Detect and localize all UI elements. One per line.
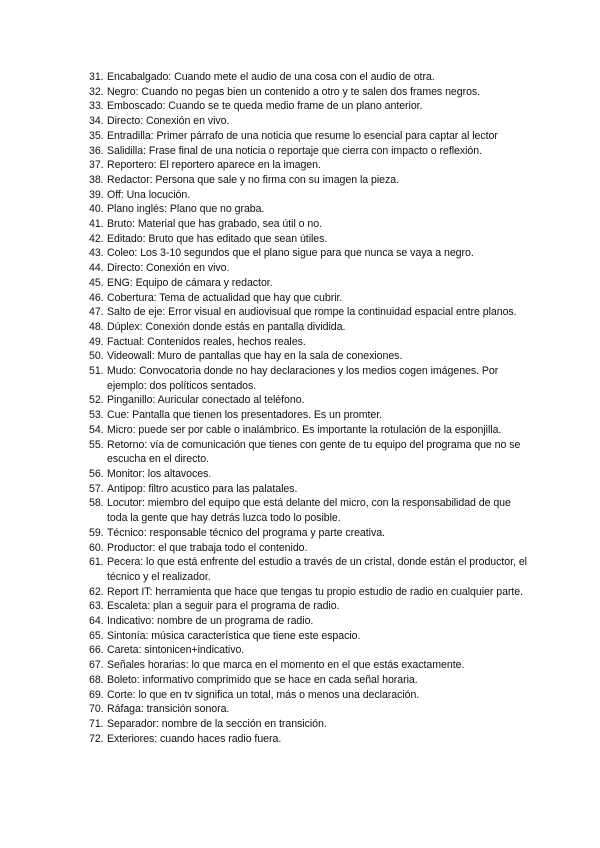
item-text: Señales horarias: lo que marca en el momento en el que estás exactamente.: [107, 659, 465, 672]
item-number: 44.: [89, 262, 104, 275]
list-item: [89, 320, 529, 335]
item-number: 69.: [89, 688, 104, 701]
item-text: Boleto: informativo comprimido que se hace en cada señal horaria.: [107, 673, 418, 686]
list-item: [89, 129, 529, 144]
item-number: 34.: [89, 115, 104, 128]
item-text: Entradilla: Primer párrafo de una noticia que resume lo esencial para captar al lector: [107, 129, 498, 142]
list-item: [89, 85, 529, 100]
item-text: ENG: Equipo de cámara y redactor.: [107, 276, 273, 289]
item-text: Factual: Contenidos reales, hechos reales.: [107, 335, 306, 348]
item-text: Cue: Pantalla que tienen los presentadores. Es un promter.: [107, 409, 383, 422]
item-number: 53.: [89, 409, 104, 422]
item-text: Pecera: lo que está enfrente del estudio a través de un cristal, donde están el productor, el técnico y el realizador.: [107, 556, 527, 583]
item-text: Escaleta: plan a seguir para el programa de radio.: [107, 600, 340, 613]
item-number: 37.: [89, 159, 104, 172]
item-text: Plano inglés: Plano que no graba.: [107, 203, 265, 216]
item-text: Editado: Bruto que has editado que sean útiles.: [107, 232, 328, 245]
list-item: [89, 364, 529, 393]
list-item: [89, 173, 529, 188]
list-item: [89, 305, 529, 320]
item-text: Técnico: responsable técnico del programa y parte creativa.: [107, 526, 385, 539]
list-item: [89, 599, 529, 614]
list-item: [89, 276, 529, 291]
item-number: 33.: [89, 100, 104, 113]
item-number: 64.: [89, 615, 104, 628]
list-item: [89, 99, 529, 114]
list-item: [89, 732, 529, 747]
item-number: 60.: [89, 541, 104, 554]
item-text: Encabalgado: Cuando mete el audio de una cosa con el audio de otra.: [107, 71, 435, 83]
item-number: 67.: [89, 659, 104, 672]
item-number: 59.: [89, 526, 104, 539]
item-number: 36.: [89, 144, 104, 157]
list-item: [89, 335, 529, 350]
list-item: [89, 482, 529, 497]
list-item: [89, 438, 529, 467]
list-item: [89, 423, 529, 438]
item-text: Reportero: El reportero aparece en la imagen.: [107, 159, 321, 172]
list-item: [89, 467, 529, 482]
item-number: 31.: [89, 71, 104, 83]
list-item: [89, 70, 529, 85]
list-item: [89, 526, 529, 541]
item-number: 49.: [89, 335, 104, 348]
item-number: 43.: [89, 247, 104, 260]
list-item: [89, 688, 529, 703]
item-text: Redactor: Persona que sale y no firma con su imagen la pieza.: [107, 173, 399, 186]
list-item: [89, 261, 529, 276]
item-number: 57.: [89, 482, 104, 495]
item-text: Salidilla: Frase final de una noticia o reportaje que cierra con impacto o reflexión.: [107, 144, 482, 157]
item-text: Separador: nombre de la sección en transición.: [107, 717, 327, 730]
item-text: Pinganillo: Auricular conectado al teléfono.: [107, 394, 305, 407]
list-item: [89, 614, 529, 629]
item-number: 39.: [89, 188, 104, 201]
list-item: [89, 408, 529, 423]
item-text: Exteriores: cuando haces radio fuera.: [107, 732, 282, 745]
item-number: 35.: [89, 129, 104, 142]
item-text: Emboscado: Cuando se te queda medio frame de un plano anterior.: [107, 100, 423, 113]
item-text: Mudo: Convocatoria donde no hay declaraciones y los medios cogen imágenes. Por ejemplo: dos políticos sentados.: [107, 365, 499, 392]
item-text: Videowall: Muro de pantallas que hay en la sala de conexiones.: [107, 350, 403, 363]
item-number: 32.: [89, 85, 104, 98]
item-text: Salto de eje: Error visual en audiovisual que rompe la continuidad espacial entre planos.: [107, 306, 517, 319]
item-number: 52.: [89, 394, 104, 407]
list-item: [89, 188, 529, 203]
item-text: Careta: sintonicen+indicativo.: [107, 644, 245, 657]
item-text: Report IT: herramienta que hace que tengas tu propio estudio de radio en cualquier parte.: [107, 585, 524, 598]
item-number: 65.: [89, 629, 104, 642]
item-number: 46.: [89, 291, 104, 304]
item-text: Directo: Conexión en vivo.: [107, 115, 230, 128]
glossary-list: [89, 70, 529, 746]
list-item: [89, 496, 529, 525]
list-item: [89, 349, 529, 364]
list-item: [89, 629, 529, 644]
list-item: [89, 291, 529, 306]
item-number: 54.: [89, 423, 104, 436]
list-item: [89, 717, 529, 732]
item-text: Negro: Cuando no pegas bien un contenido a otro y te salen dos frames negros.: [107, 85, 481, 98]
list-item: [89, 673, 529, 688]
item-number: 62.: [89, 585, 104, 598]
item-text: Retorno: vía de comunicación que tienes con gente de tu equipo del programa que no se escucha en el directo.: [107, 438, 521, 466]
item-text: Locutor: miembro del equipo que está delante del micro, con la responsabilidad de que toda la gente que hay detrás luzca todo lo posible.: [107, 497, 511, 525]
item-number: 55.: [89, 438, 104, 451]
list-item: [89, 658, 529, 673]
item-number: 38.: [89, 173, 104, 186]
item-text: Monitor: los altavoces.: [107, 467, 212, 480]
item-number: 68.: [89, 673, 104, 686]
list-item: [89, 114, 529, 129]
list-item: [89, 217, 529, 232]
item-number: 51.: [89, 365, 104, 378]
list-item: [89, 144, 529, 159]
item-text: Off: Una locución.: [107, 188, 191, 201]
list-item: [89, 246, 529, 261]
item-number: 47.: [89, 306, 104, 319]
item-text: Coleo: Los 3-10 segundos que el plano sigue para que nunca se vaya a negro.: [107, 247, 474, 260]
item-text: Cobertura: Tema de actualidad que hay que cubrir.: [107, 291, 343, 304]
item-text: Directo: Conexión en vivo.: [107, 262, 230, 275]
item-number: 58.: [89, 497, 104, 510]
item-text: Antipop: filtro acustico para las palatales.: [107, 482, 298, 495]
item-text: Sintonía: música característica que tiene este espacio.: [107, 629, 361, 642]
item-number: 50.: [89, 350, 104, 363]
item-number: 71.: [89, 717, 104, 730]
item-text: Bruto: Material que has grabado, sea útil o no.: [107, 218, 322, 231]
list-item: [89, 643, 529, 658]
list-item: [89, 202, 529, 217]
item-number: 72.: [89, 732, 104, 745]
list-item: [89, 555, 529, 584]
item-number: 66.: [89, 644, 104, 657]
item-text: Ráfaga: transición sonora.: [107, 703, 230, 716]
list-item: [89, 232, 529, 247]
item-number: 41.: [89, 218, 104, 231]
list-item: [89, 541, 529, 556]
list-item: [89, 158, 529, 173]
item-number: 70.: [89, 703, 104, 716]
item-text: Indicativo: nombre de un programa de radio.: [107, 615, 314, 628]
item-number: 42.: [89, 232, 104, 245]
list-item: [89, 585, 529, 600]
item-text: Productor: el que trabaja todo el contenido.: [107, 541, 308, 554]
item-text: Micro: puede ser por cable o inalámbrico. Es importante la rotulación de la esponjilla.: [107, 423, 502, 436]
item-number: 56.: [89, 467, 104, 480]
item-text: Dúplex: Conexión donde estás en pantalla dividida.: [107, 320, 346, 333]
list-item: [89, 702, 529, 717]
item-number: 40.: [89, 203, 104, 216]
item-number: 45.: [89, 276, 104, 289]
item-number: 63.: [89, 600, 104, 613]
list-item: [89, 393, 529, 408]
item-text: Corte: lo que en tv significa un total, más o menos una declaración.: [107, 688, 420, 701]
item-number: 48.: [89, 320, 104, 333]
item-number: 61.: [89, 556, 104, 569]
